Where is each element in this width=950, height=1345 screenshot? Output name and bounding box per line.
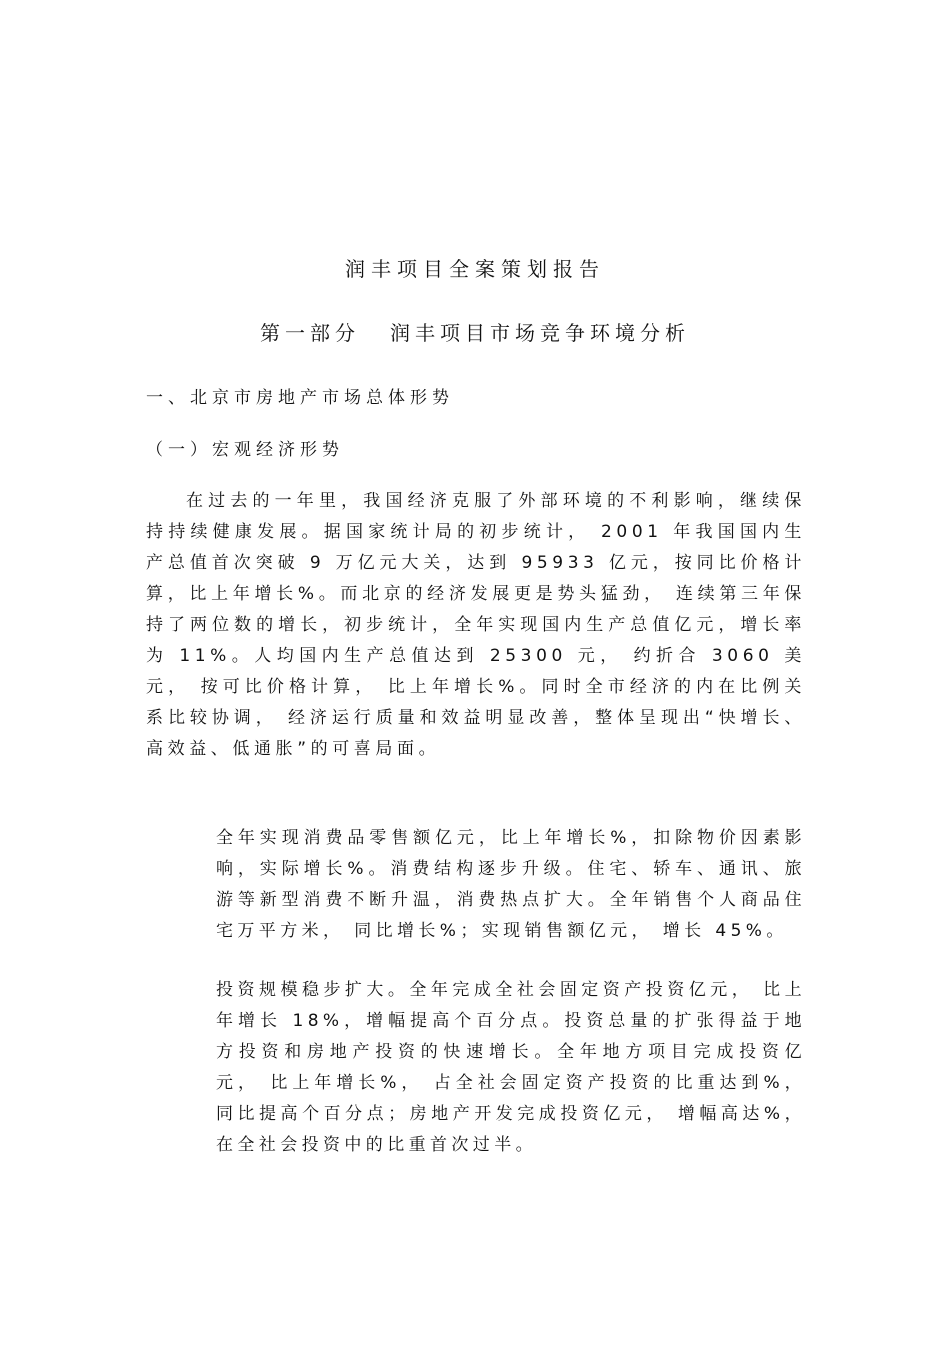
part-name: 润丰项目市场竞争环境分析 [390, 321, 690, 345]
document-title: 润丰项目全案策划报告 [345, 257, 605, 281]
subsection-heading: （一）宏观经济形势 [146, 440, 344, 460]
body-paragraph-consumption: 全年实现消费品零售额亿元，比上年增长%，扣除物价因素影响，实际增长%。消费结构逐步升级。住宅、轿车、通讯、旅游等新型消费不断升温，消费热点扩大。全年销售个人商品住宅万平方米， 同比增长%；实现销售额亿元， 增长 45%。 [216, 828, 806, 941]
body-paragraph-macro-economy: 在过去的一年里，我国经济克服了外部环境的不利影响，继续保持持续健康发展。据国家统计局的初步统计， 2001 年我国国内生产总值首次突破 9 万亿元大关，达到 95933 亿元，按同比价格计算，比上年增长%。而北京的经济发展更是势头猛劲， 连续第三年保持了两位数的增长，初步统计，全年实现国内生产总值亿元，增长率为 11%。人均国内生产总值达到 25300 元， 约折合 3060 美元， 按可比价格计算， 比上年增长%。同时全市经济的内在比例关系比较协调， 经济运行质量和效益明显改善，整体呈现出“快增长、高效益、低通胀”的可喜局面。 [146, 491, 806, 759]
part-label: 第一部分 [260, 321, 360, 345]
body-paragraph-investment: 投资规模稳步扩大。全年完成全社会固定资产投资亿元， 比上年增长 18%，增幅提高个百分点。投资总量的扩张得益于地方投资和房地产投资的快速增长。全年地方项目完成投资亿元， 比上年增长%， 占全社会固定资产投资的比重达到%， 同比提高个百分点；房地产开发完成投资亿元， 增幅高达%， 在全社会投资中的比重首次过半。 [216, 980, 806, 1155]
section-heading: 一、北京市房地产市场总体形势 [146, 388, 454, 408]
part-heading [0, 318, 950, 348]
